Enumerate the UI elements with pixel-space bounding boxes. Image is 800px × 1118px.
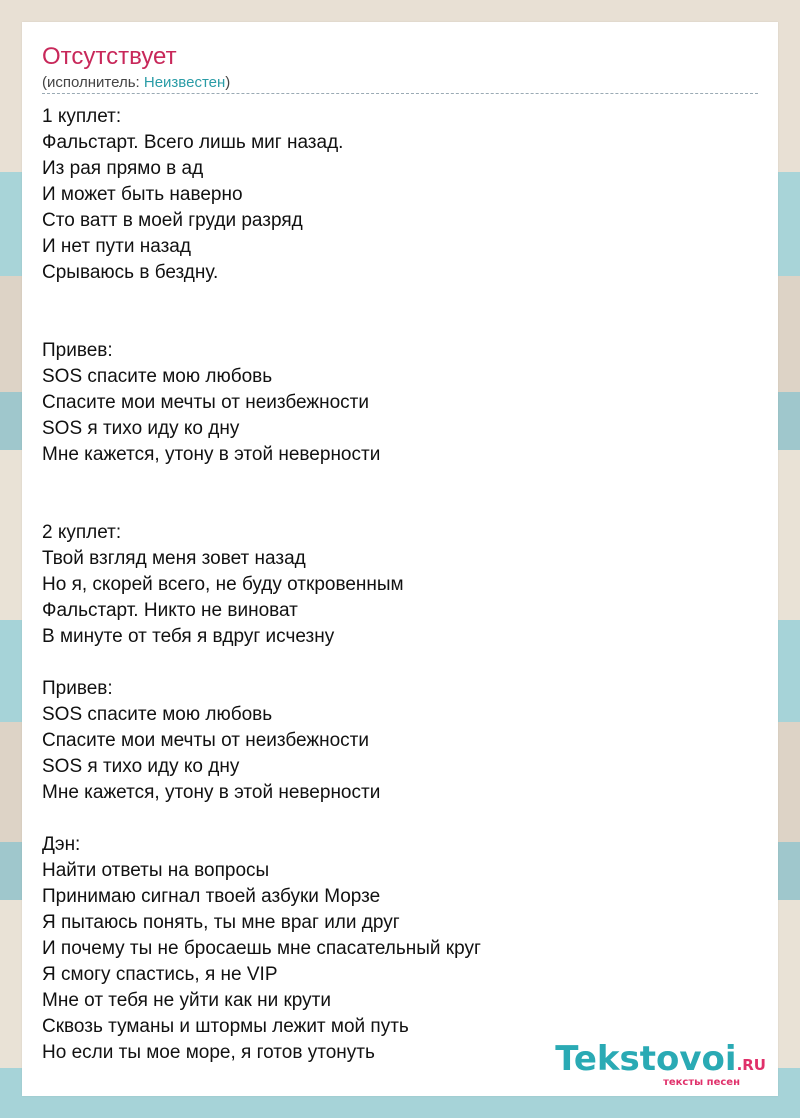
lyric-line: Мне кажется, утону в этой неверности (42, 444, 381, 465)
lyric-line: Принимаю сигнал твоей азбуки Морзе (42, 886, 381, 907)
lyric-line: Привев: (42, 340, 113, 361)
lyrics-text (42, 104, 758, 1066)
lyrics-card (22, 22, 778, 1096)
lyric-line: SOS спасите мою любовь (42, 366, 273, 387)
lyric-line (42, 312, 758, 338)
lyric-line: Из рая прямо в ад (42, 158, 204, 179)
performer-link[interactable]: Неизвестен (143, 74, 226, 91)
lyric-line: Но я, скорей всего, не буду откровенным (42, 574, 404, 595)
lyric-line: Привев: (42, 678, 113, 699)
lyric-line: SOS я тихо иду ко дну (42, 418, 240, 439)
lyric-line: В минуте от тебя я вдруг исчезну (42, 626, 335, 647)
lyric-line (42, 468, 758, 494)
lyric-line: SOS спасите мою любовь (42, 704, 273, 725)
logo-tagline: тексты песен (663, 1077, 740, 1088)
lyric-line (42, 286, 758, 312)
lyric-line: Но если ты мое море, я готов утонуть (42, 1042, 375, 1063)
lyric-line (42, 806, 758, 832)
lyric-line (42, 650, 758, 676)
song-title: Отсутствует (42, 43, 177, 70)
lyric-line: Спасите мои мечты от неизбежности (42, 730, 369, 751)
lyric-line: И может быть наверно (42, 184, 243, 205)
lyric-line: Дэн: (42, 834, 81, 855)
performer-prefix: (исполнитель: (42, 74, 144, 91)
performer-line (42, 74, 230, 92)
performer-suffix: ) (225, 74, 231, 91)
header-divider (42, 93, 758, 94)
lyric-line: Мне кажется, утону в этой неверности (42, 782, 381, 803)
lyric-line: 2 куплет: (42, 522, 122, 543)
lyric-line: 1 куплет: (42, 106, 122, 127)
lyric-line: Мне от тебя не уйти как ни крути (42, 990, 331, 1011)
lyric-line: Сто ватт в моей груди разряд (42, 210, 303, 231)
lyric-line: И почему ты не бросаешь мне спасательный круг (42, 938, 481, 959)
site-logo[interactable] (555, 1041, 766, 1088)
lyric-line: Найти ответы на вопросы (42, 860, 270, 881)
logo-wordmark: Tekstovoi (555, 1039, 737, 1079)
lyric-line: Фальстарт. Всего лишь миг назад. (42, 132, 344, 153)
lyric-line: Фальстарт. Никто не виноват (42, 600, 298, 621)
lyric-line: Я пытаюсь понять, ты мне враг или друг (42, 912, 400, 933)
logo-domain: .RU (736, 1056, 766, 1074)
lyric-line: Срываюсь в бездну. (42, 262, 219, 283)
lyric-line (42, 494, 758, 520)
lyric-line: И нет пути назад (42, 236, 191, 257)
lyric-line: SOS я тихо иду ко дну (42, 756, 240, 777)
lyric-line: Я смогу спастись, я не VIP (42, 964, 278, 985)
lyric-line: Твой взгляд меня зовет назад (42, 548, 306, 569)
lyric-line: Сквозь туманы и штормы лежит мой путь (42, 1016, 409, 1037)
lyric-line: Спасите мои мечты от неизбежности (42, 392, 369, 413)
